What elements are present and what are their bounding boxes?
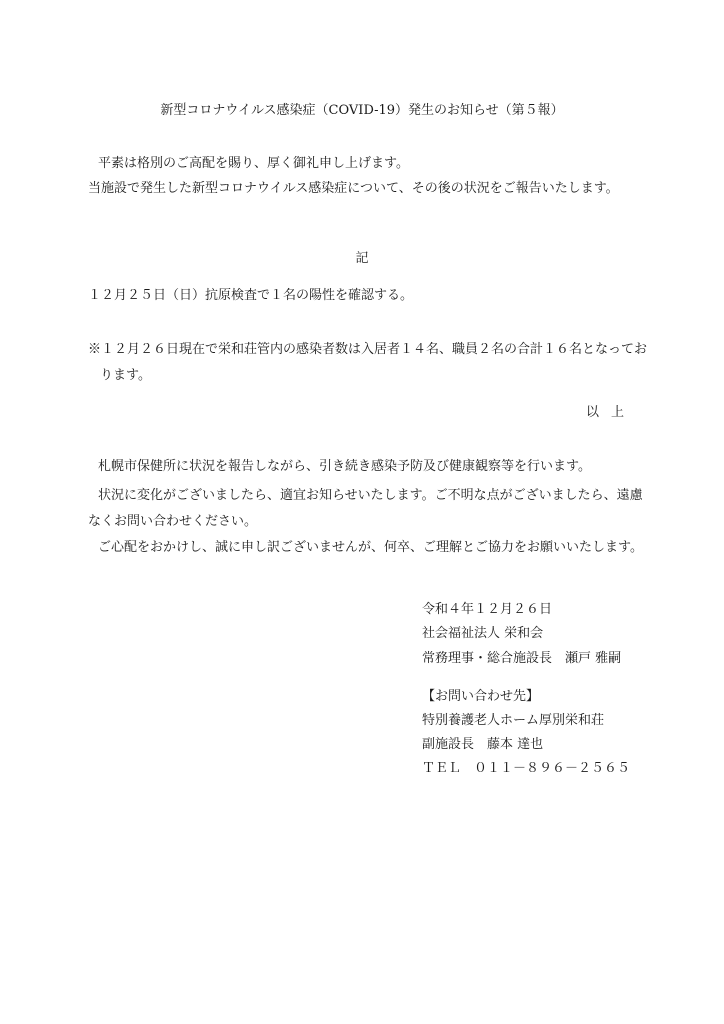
contact-facility: 特別養護老人ホーム厚別栄和荘 xyxy=(422,713,605,728)
body-line-2: 状況に変化がございましたら、適宜お知らせいたします。ご不明な点がございましたら、遠慮 xyxy=(98,488,643,503)
contact-tel: ＴＥＬ ０１１－８９６－２５６５ xyxy=(422,761,631,776)
document-title: 新型コロナウイルス感染症（COVID-19）発生のお知らせ（第５報） xyxy=(160,103,564,118)
ijo-closing: 以上 xyxy=(585,405,636,420)
contact-person: 副施設長 藤本 達也 xyxy=(422,737,544,752)
signature-org: 社会福祉法人 栄和会 xyxy=(422,626,544,641)
note-line-2: ります。 xyxy=(100,368,151,383)
contact-heading: 【お問い合わせ先】 xyxy=(422,689,540,704)
report-line: １２月２５日（日）抗原検査で１名の陽性を確認する。 xyxy=(88,288,414,303)
ki-heading: 記 xyxy=(355,251,369,266)
body-line-3: なくお問い合わせください。 xyxy=(88,514,258,529)
signature-date: 令和４年１２月２６日 xyxy=(422,602,553,617)
body-line-4: ご心配をおかけし、誠に申し訳ございませんが、何卒、ご理解とご協力をお願いいたします。 xyxy=(98,540,643,555)
intro-line-1: 平素は格別のご高配を賜り、厚く御礼申し上げます。 xyxy=(98,156,409,171)
note-line-1: ※１２月２６日現在で栄和荘管内の感染者数は入居者１４名、職員２名の合計１６名となってお xyxy=(88,342,648,357)
intro-line-2: 当施設で発生した新型コロナウイルス感染症について、その後の状況をご報告いたします。 xyxy=(88,181,619,196)
signature-role: 常務理事・総合施設長 瀬戸 雅嗣 xyxy=(422,651,622,666)
body-line-1: 札幌市保健所に状況を報告しながら、引き続き感染予防及び健康観察等を行います。 xyxy=(98,459,591,474)
